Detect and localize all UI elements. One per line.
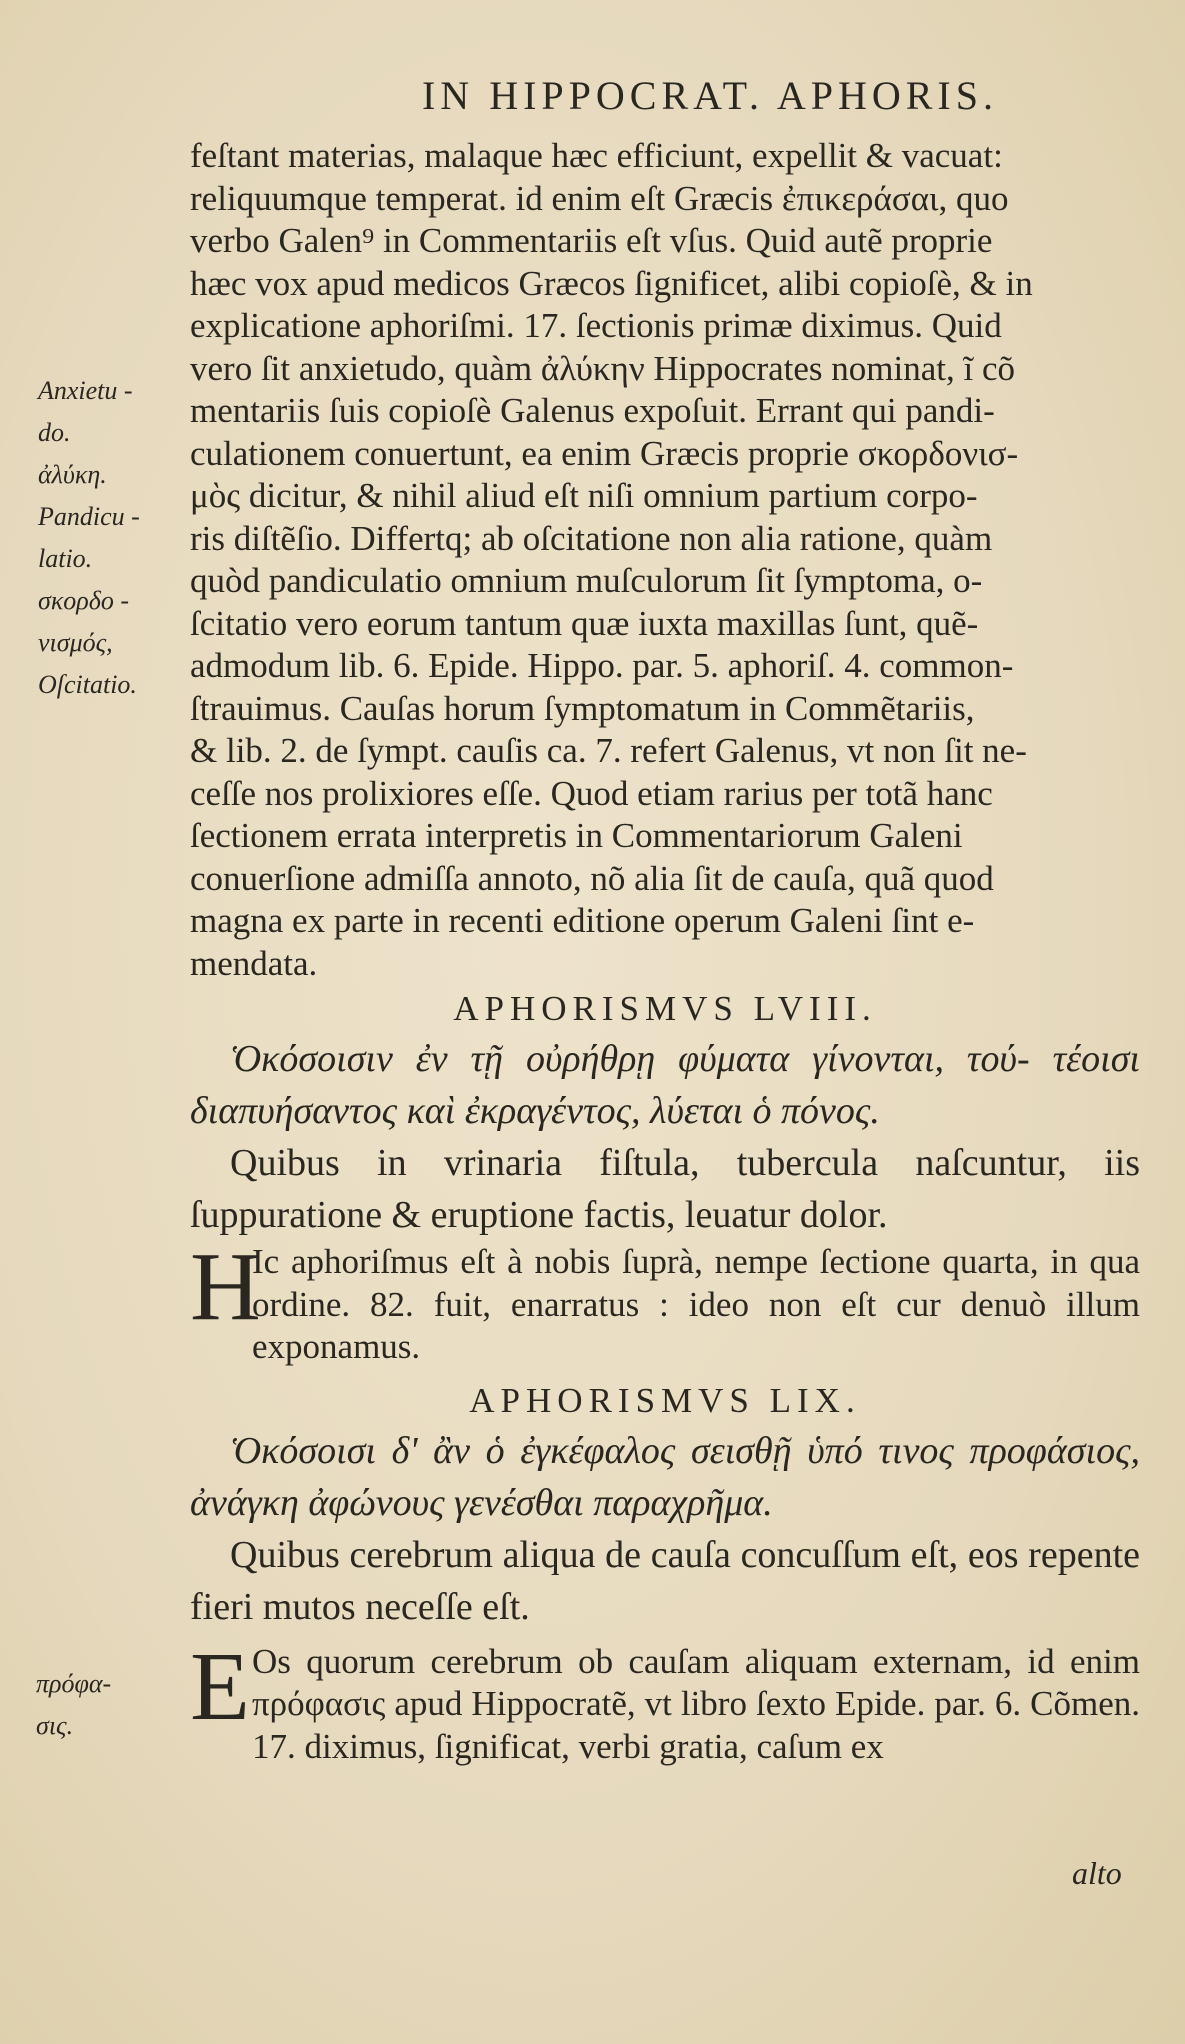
margin-notes-top	[38, 370, 188, 706]
drop-cap: H	[190, 1233, 261, 1341]
aphorism-59-title: APHORISMVS LIX.	[469, 1380, 861, 1420]
text-line: ſectionem errata interpretis in Commentariorum Galeni	[190, 816, 963, 855]
aphorism-59-commentary	[190, 1632, 1140, 1769]
text-line: & lib. 2. de ſympt. cauſis ca. 7. refert Galenus, vt non ſit ne-	[190, 731, 1027, 770]
aphorism-58-latin: Quibus in vrinaria fiſtula, tubercula naſcuntur, iis ſuppuratione & eruptione factis, leuatur dolor.	[190, 1142, 1140, 1236]
margin-notes-bottom	[36, 1663, 186, 1747]
commentary-text: Os quorum cerebrum ob cauſam aliquam externam, id enim πρόφασις apud Hippocratẽ, vt libro ſexto Epide. par. 6. Cõmen. 17. diximus, ſignificat, verbi gratia, caſum ex	[252, 1641, 1140, 1766]
margin-note: πρόφα-	[36, 1669, 112, 1698]
text-line: reliquumque temperat. id enim eſt Græcis ἐπικεράσαι, quo	[190, 178, 1009, 218]
text-line: ris diſtẽſio. Differtq; ab oſcitatione non alia ratione, quàm	[190, 518, 993, 558]
margin-note: νισμός,	[38, 628, 113, 657]
text-line: ſcitatio vero eorum tantum quæ iuxta maxillas ſunt, quẽ-	[190, 603, 979, 643]
main-text	[190, 135, 1140, 1768]
text-line: culationem conuertunt, ea enim Græcis proprie σκορδονισ-	[190, 433, 1019, 473]
text-line: vero ſit anxietudo, quàm ἀλύκην Hippocrates nominat, ĩ cõ	[190, 348, 1015, 388]
margin-note: σκορδο -	[38, 586, 130, 615]
text-line: admodum lib. 6. Epide. Hippo. par. 5. aphoriſ. 4. common-	[190, 646, 1014, 685]
text-line: ſtrauimus. Cauſas horum ſymptomatum in Commẽtariis,	[190, 688, 975, 728]
aphorism-58-title: APHORISMVS LVIII.	[453, 989, 877, 1028]
aphorism-58-greek: Ὁκόσοισιν ἐν τῇ οὐρήθρῃ φύματα γίνονται, τού- τέοισι διαπυήσαντος καὶ ἐκραγέντος, λύεται ὁ πόνος.	[190, 1038, 1140, 1132]
margin-note: Anxietu -	[38, 376, 133, 405]
text-line: μὸς dicitur, & nihil aliud eſt niſi omnium partium corpo-	[190, 476, 978, 515]
text-line: conuerſione admiſſa annoto, nõ alia ſit de cauſa, quã quod	[190, 858, 994, 898]
text-line: verbo Galen⁹ in Commentariis eſt vſus. Quid autẽ proprie	[190, 221, 993, 260]
margin-note: Pandicu -	[38, 502, 140, 531]
margin-note: Oſcitatio.	[38, 670, 137, 699]
margin-note: do.	[38, 418, 71, 447]
text-line: quòd pandiculatio omnium muſculorum ſit ſymptoma, o-	[190, 561, 983, 600]
running-header: IN HIPPOCRAT. APHORIS.	[421, 73, 998, 118]
aphorism-58-commentary	[190, 1233, 1140, 1369]
text-line: magna ex parte in recenti editione operum Galeni ſint e-	[190, 901, 975, 940]
aphorism-59-latin: Quibus cerebrum aliqua de cauſa concuſſum eſt, eos repente fieri mutos neceſſe eſt.	[190, 1533, 1140, 1628]
catchword: alto	[1072, 1855, 1122, 1891]
margin-note: latio.	[38, 544, 93, 573]
text-line: mentariis ſuis copioſè Galenus expoſuit. Errant qui pandi-	[190, 391, 995, 430]
text-line: hæc vox apud medicos Græcos ſignificet, alibi copioſè, & in	[190, 263, 1033, 303]
text-line: mendata.	[190, 943, 318, 983]
commentary-text: Ic aphoriſmus eſt à nobis ſuprà, nempe ſectione quarta, in qua ordine. 82. fuit, enarratus : ideo non eſt cur denuò illum exponamus.	[252, 1242, 1140, 1366]
margin-note: σις.	[36, 1711, 74, 1740]
drop-cap: E	[190, 1632, 250, 1741]
text-line: explicatione aphoriſmi. 17. ſectionis primæ diximus. Quid	[190, 306, 1002, 345]
text-line: feſtant materias, malaque hæc efficiunt, expellit & vacuat:	[190, 136, 1003, 175]
text-line: ceſſe nos prolixiores eſſe. Quod etiam rarius per totã hanc	[190, 773, 993, 813]
aphorism-59-greek: Ὁκόσοισι δ' ἂν ὁ ἐγκέφαλος σεισθῇ ὑπό τινος προφάσιος, ἀνάγκη ἀφώνους γενέσθαι παραχρῆμα.	[190, 1429, 1140, 1524]
margin-note: ἀλύκη.	[38, 460, 107, 489]
intro-paragraph	[190, 135, 1140, 985]
